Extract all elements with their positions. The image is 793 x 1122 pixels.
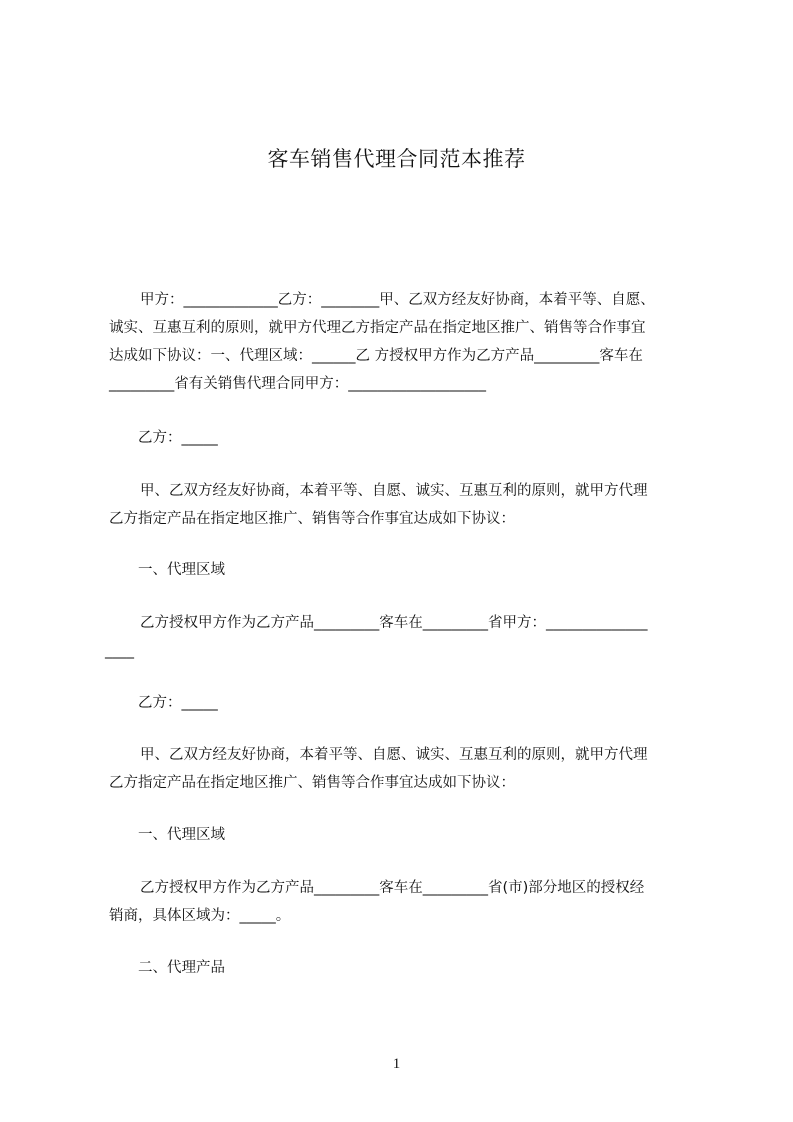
paragraph-line: 乙方授权甲方作为乙方产品_________客车在_________省甲方：______________: [140, 615, 648, 631]
paragraph-line: 甲方：_____________乙方：________甲、乙双方经友好协商，本着平等、自愿、: [140, 292, 655, 308]
paragraph-line: 达成如下协议：一、代理区域：______乙 方授权甲方作为乙方产品_________客车在: [109, 348, 643, 364]
paragraph-line: _________省有关销售代理合同甲方：___________________: [109, 376, 486, 392]
section-heading: 二、代理产品: [138, 960, 225, 976]
section-heading: 一、代理区域: [138, 827, 225, 843]
paragraph-line: 乙方授权甲方作为乙方产品_________客车在_________省(市)部分地区的授权经: [140, 880, 645, 896]
section-heading: 一、代理区域: [138, 562, 225, 578]
paragraph-line: 乙方：_____: [138, 430, 218, 446]
paragraph-line: ____: [105, 643, 134, 659]
paragraph-line: 诚实、互惠互利的原则，就甲方代理乙方指定产品在指定地区推广、销售等合作事宜: [109, 320, 646, 336]
paragraph-line: 乙方指定产品在指定地区推广、销售等合作事宜达成如下协议：: [109, 511, 515, 527]
paragraph-line: 乙方指定产品在指定地区推广、销售等合作事宜达成如下协议：: [109, 775, 515, 791]
paragraph-line: 销商，具体区域为：_____。: [109, 908, 291, 924]
paragraph-line: 甲、乙双方经友好协商，本着平等、自愿、诚实、互惠互利的原则，就甲方代理: [140, 483, 648, 499]
paragraph-line: 甲、乙双方经友好协商，本着平等、自愿、诚实、互惠互利的原则，就甲方代理: [140, 747, 648, 763]
page-number: 1: [392, 1056, 401, 1072]
paragraph-line: 乙方：_____: [138, 695, 218, 711]
document-title: 客车销售代理合同范本推荐: [267, 147, 526, 171]
